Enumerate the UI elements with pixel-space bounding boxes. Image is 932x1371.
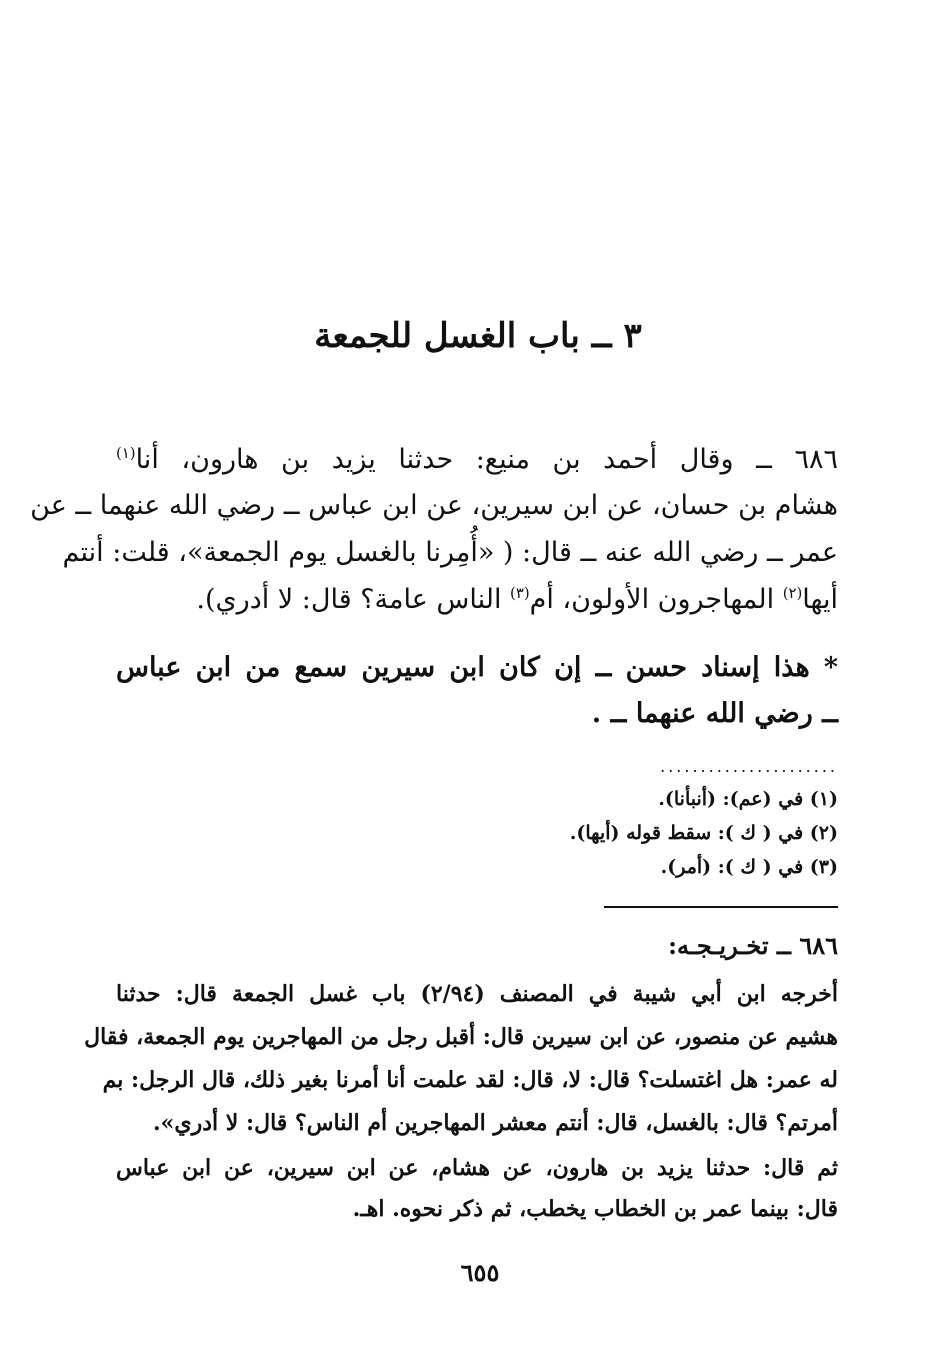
footnote-2: (٢) في ( ك ): سقط قوله (أيها). [569, 822, 838, 844]
takhrij-line-2: هشيم عن منصور، عن ابن سيرين قال: أقبل رجل من المهاجرين يوم الجمعة، فقال [84, 1024, 838, 1050]
hadith-line-4-post: الناس عامة؟ قال: لا أدري). [196, 584, 511, 615]
takhrij-line-6: قال: بينما عمر بن الخطاب يخطب، ثم ذكر نحوه. اهـ. [352, 1196, 838, 1222]
grading-line-2: ــ رضي الله عنهما ــ . [591, 698, 838, 729]
hadith-line-1 [116, 438, 838, 482]
footnote-3: (٣) في ( ك ): (أمر). [660, 856, 838, 878]
footnote-1: (١) في (عم): (أنبأنا). [658, 788, 838, 810]
hadith-line-2: هشام بن حسان، عن ابن سيرين، عن ابن عباس ــ رضي الله عنهما ــ عن [30, 490, 838, 521]
takhrij-line-3: له عمر: هل اغتسلت؟ قال: لا، قال: لقد علمت أنا أمرنا بغير ذلك، قال الرجل: بم [102, 1067, 838, 1093]
takhrij-heading: ٦٨٦ ــ تخـريـجـه: [668, 931, 838, 960]
page-number: ٦٥٥ [460, 1258, 500, 1287]
footnote-separator: ...................... [660, 757, 838, 776]
footnote-ref-2: (٢) [782, 584, 803, 602]
takhrij-line-4: أمرتم؟ قال: بالغسل، قال: أنتم معشر المهاجرين أم الناس؟ قال: لا أدري». [152, 1110, 838, 1136]
section-rule [604, 906, 838, 908]
hadith-line-1-text: ٦٨٦ ــ وقال أحمد بن منيع: حدثنا يزيد بن هارون، أنا [135, 444, 838, 475]
takhrij-line-1: أخرجه ابن أبي شيبة في المصنف (٢/٩٤) باب غسل الجمعة قال: حدثنا [116, 981, 838, 1007]
takhrij-line-5: ثم قال: حدثنا يزيد بن هارون، عن هشام، عن ابن سيرين، عن ابن عباس [116, 1155, 838, 1181]
chapter-title: ٣ ــ باب الغسل للجمعة [314, 316, 642, 356]
hadith-line-3: عمر ــ رضي الله عنه ــ قال: ( «أُمِرنا بالغسل يوم الجمعة»، قلت: أنتم [62, 537, 838, 568]
hadith-line-4-pre: أيها [802, 584, 838, 615]
footnote-ref-3: (٣) [510, 584, 530, 602]
hadith-line-4 [116, 578, 838, 622]
grading-line-1: * هذا إسناد حسن ــ إن كان ابن سيرين سمع من ابن عباس [116, 652, 838, 683]
hadith-line-4-mid: المهاجرون الأولون، أم [529, 584, 783, 615]
footnote-ref-1: (١) [116, 444, 136, 462]
